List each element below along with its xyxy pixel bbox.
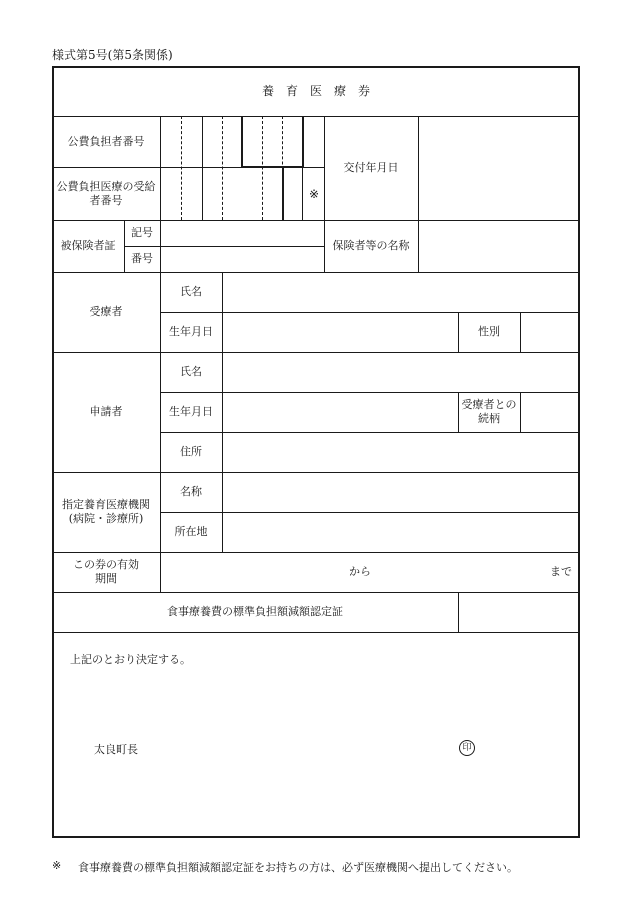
public-payer-no-label: 公費負担者番号 xyxy=(67,134,145,148)
digit-divider xyxy=(181,116,182,220)
digit-group-border xyxy=(241,116,243,167)
applicant-section-label: 申請者 xyxy=(89,405,123,418)
rule xyxy=(418,116,419,272)
rule xyxy=(520,392,521,432)
rule xyxy=(160,512,580,513)
symbol-label: 記号 xyxy=(131,226,153,239)
applicant-address-label: 住所 xyxy=(180,445,202,458)
rule xyxy=(160,392,580,393)
patient-section-label: 受療者 xyxy=(89,305,123,318)
digit-divider xyxy=(202,116,203,220)
asterisk-mark: ※ xyxy=(308,187,320,201)
public-recipient-no-label: 公費負担医療の受給者番号 xyxy=(56,179,156,207)
rule xyxy=(160,220,161,272)
seal-mark: 印 xyxy=(459,740,475,756)
footnote-mark: ※ xyxy=(52,859,62,872)
insured-card-label: 被保険者証 xyxy=(60,239,116,252)
digit-group-border xyxy=(302,116,304,167)
rule xyxy=(160,116,161,220)
applicant-name-label: 氏名 xyxy=(180,365,202,378)
digit-divider xyxy=(262,116,263,220)
rule xyxy=(52,632,580,633)
insurer-name-label: 保険者等の名称 xyxy=(332,239,410,252)
issue-date-label: 交付年月日 xyxy=(343,161,399,174)
meal-cert-label: 食事療養費の標準負担額減額認定証 xyxy=(167,605,343,618)
mayor-label: 太良町長 xyxy=(94,743,138,756)
rule xyxy=(222,272,223,552)
page-title: 養 育 医 療 券 xyxy=(261,84,370,98)
rule xyxy=(160,432,580,433)
validity-from: から xyxy=(349,565,371,578)
rule xyxy=(458,592,459,632)
decision-text: 上記のとおり決定する。 xyxy=(70,653,191,666)
digit-group-border xyxy=(241,166,304,168)
validity-until: まで xyxy=(550,565,572,578)
institution-section-label: 指定養育医療機関(病院・診療所) xyxy=(62,498,150,525)
number-label: 番号 xyxy=(131,252,153,265)
rule xyxy=(458,392,459,432)
applicant-relation-label: 受療者との続柄 xyxy=(461,398,517,425)
digit-group-border xyxy=(282,167,284,220)
form-id: 様式第5号(第5条関係) xyxy=(52,48,173,62)
validity-label: この券の有効期間 xyxy=(73,558,139,585)
applicant-birth-label: 生年月日 xyxy=(169,405,213,418)
digit-divider xyxy=(222,116,223,220)
patient-name-label: 氏名 xyxy=(180,285,202,298)
footnote-text: 食事療養費の標準負担額減額認定証をお持ちの方は、必ず医療機関へ提出してください。 xyxy=(78,861,518,874)
patient-sex-label: 性別 xyxy=(478,325,500,338)
institution-name-label: 名称 xyxy=(180,485,202,498)
rule xyxy=(160,552,161,592)
institution-location-label: 所在地 xyxy=(174,525,208,538)
rule xyxy=(520,312,521,352)
patient-birth-label: 生年月日 xyxy=(169,325,213,338)
